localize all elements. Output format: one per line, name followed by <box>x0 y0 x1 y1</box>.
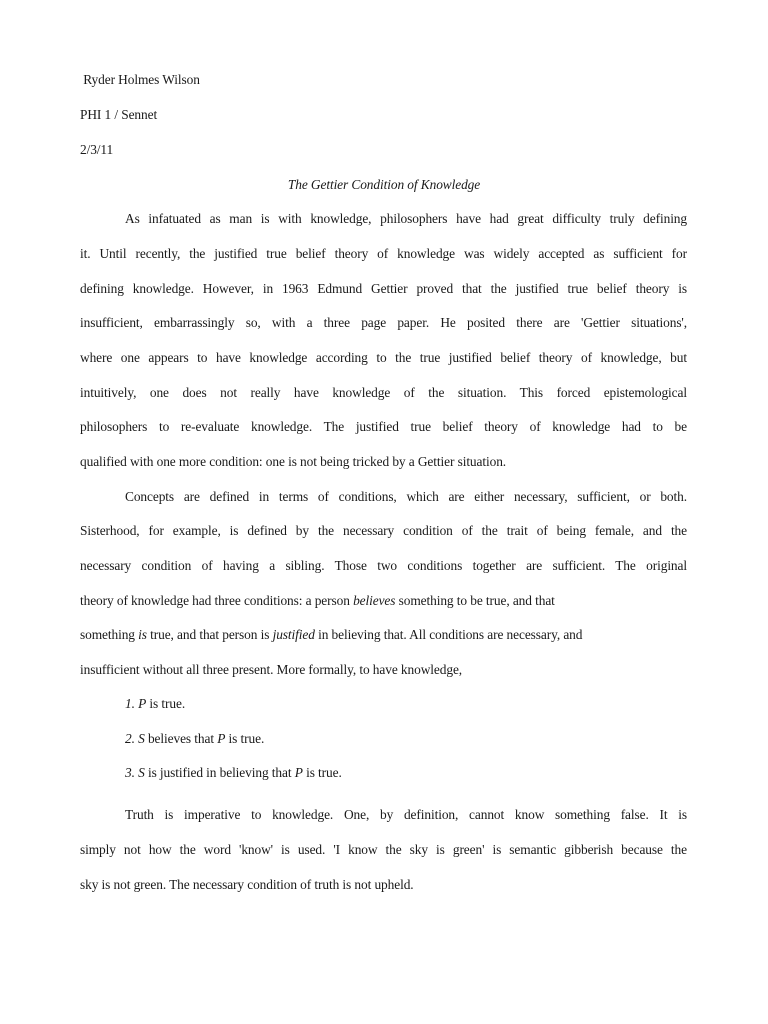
paragraph-1-line: As infatuated as man is with knowledge, philosophers have had great difficulty truly defining <box>125 211 687 226</box>
author-name: Ryder Holmes Wilson <box>80 72 200 87</box>
paragraph-2-line: Concepts are defined in terms of conditions, which are either necessary, sufficient, or both. <box>125 489 687 504</box>
text-run: theory of knowledge had three conditions: a person <box>80 593 354 608</box>
condition-2 <box>125 730 264 748</box>
paragraph-2-line <box>80 592 555 610</box>
paragraph-1-line: defining knowledge. However, in 1963 Edmund Gettier proved that the justified true belief theory is <box>80 281 687 296</box>
text-run: something to be true, and that <box>395 593 555 608</box>
paragraph-1-line: it. Until recently, the justified true belief theory of knowledge was widely accepted as sufficient for <box>80 246 687 261</box>
text-run: is true. <box>225 731 265 746</box>
text-run: is justified in believing that <box>144 765 295 780</box>
paragraph-2-line: Sisterhood, for example, is defined by the necessary condition of the trait of being female, and the <box>80 523 687 538</box>
date: 2/3/11 <box>80 142 114 157</box>
text-run: is true. <box>302 765 342 780</box>
essay-title: The Gettier Condition of Knowledge <box>287 177 481 192</box>
condition-1 <box>125 695 185 713</box>
emphasis-is: is <box>138 627 147 642</box>
paragraph-1-line: where one appears to have knowledge according to the true justified belief theory of knowledge, but <box>80 350 687 365</box>
paragraph-2-line <box>80 626 582 644</box>
condition-number: 2. <box>125 731 135 746</box>
condition-3 <box>125 764 342 782</box>
text-run: true, and that person is <box>146 627 273 642</box>
course-name: PHI 1 / Sennet <box>80 107 158 122</box>
emphasis-believes: believes <box>353 593 396 608</box>
paragraph-3-line: simply not how the word 'know' is used. 'I know the sky is green' is semantic gibberish because the <box>80 842 687 857</box>
variable-s: S <box>138 765 145 780</box>
emphasis-justified: justified <box>272 627 315 642</box>
paragraph-3-line: Truth is imperative to knowledge. One, by definition, cannot know something false. It is <box>125 807 687 822</box>
paragraph-3-line: sky is not green. The necessary condition of truth is not upheld. <box>80 877 414 892</box>
variable-p: P <box>138 696 147 711</box>
text-run: believes that <box>144 731 218 746</box>
paragraph-1-line: intuitively, one does not really have knowledge of the situation. This forced epistemological <box>80 385 687 400</box>
paragraph-1-line: qualified with one more condition: one is not being tricked by a Gettier situation. <box>80 454 507 469</box>
condition-number: 1. <box>125 696 135 711</box>
variable-s: S <box>138 731 145 746</box>
text-run: is true. <box>146 696 186 711</box>
paragraph-2-line: insufficient without all three present. More formally, to have knowledge, <box>80 662 463 677</box>
paragraph-2-line: necessary condition of having a sibling. Those two conditions together are sufficient. The original <box>80 558 687 573</box>
text-run: something <box>80 627 139 642</box>
text-run: in believing that. All conditions are necessary, and <box>314 627 583 642</box>
variable-p: P <box>294 765 303 780</box>
variable-p: P <box>217 731 226 746</box>
paragraph-1-line: philosophers to re-evaluate knowledge. The justified true belief theory of knowledge had to be <box>80 419 687 434</box>
condition-number: 3. <box>125 765 135 780</box>
paragraph-1-line: insufficient, embarrassingly so, with a three page paper. He posited there are 'Gettier situations', <box>80 315 687 330</box>
